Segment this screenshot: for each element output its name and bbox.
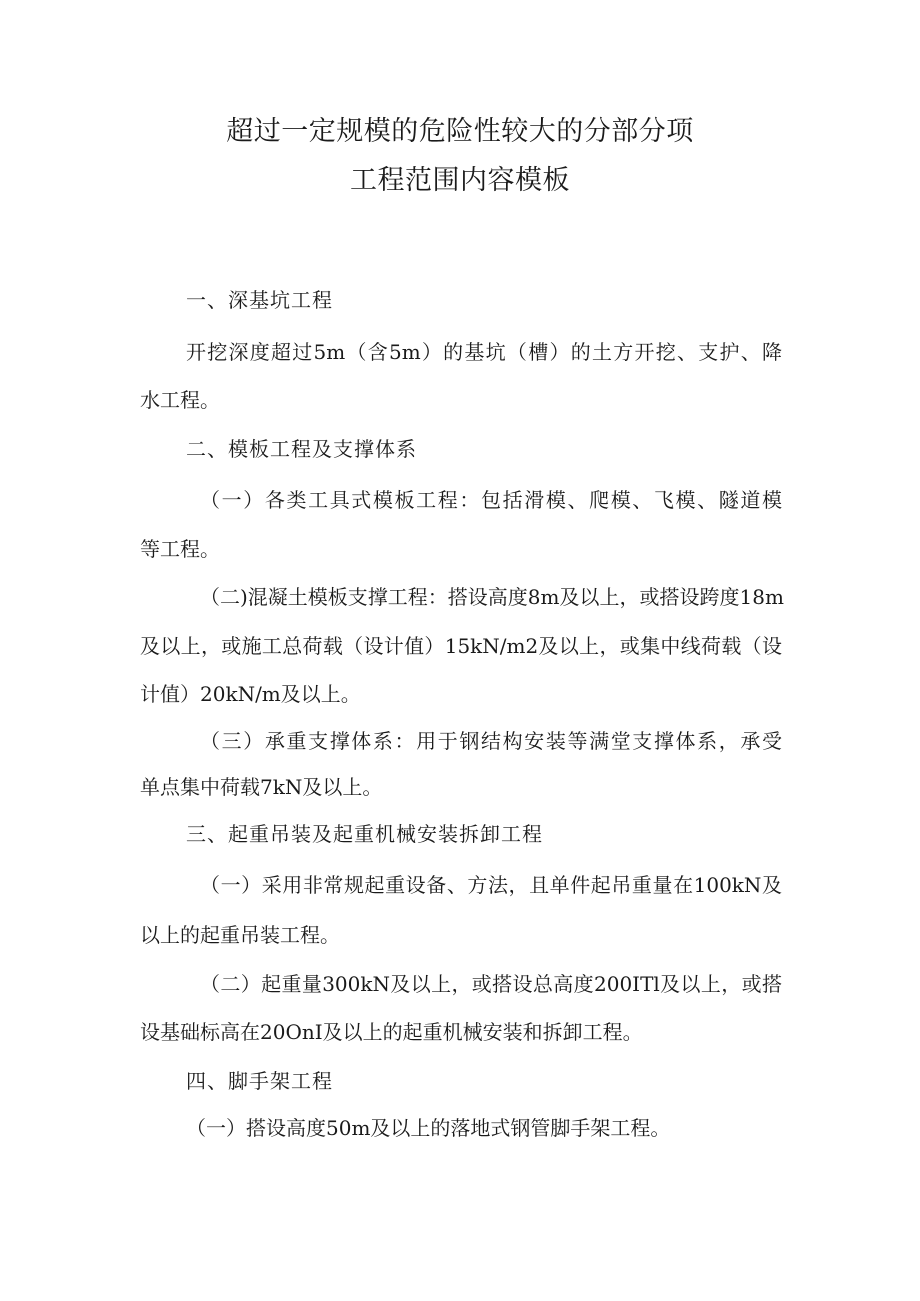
- section-heading-deep-excavation: 一、深基坑工程: [186, 288, 333, 312]
- paragraph-line: （二)混凝土模板支撑工程：搭设高度8m及以上，或搭设跨度18m: [200, 585, 784, 609]
- section-heading-formwork: 二、模板工程及支撑体系: [186, 437, 417, 461]
- paragraph-line: 单点集中荷载7kN及以上。: [140, 775, 383, 799]
- paragraph-line: （三）承重支撑体系：用于钢结构安装等满堂支撑体系，承受: [200, 729, 782, 753]
- paragraph-line: 设基础标高在20OnI及以上的起重机械安装和拆卸工程。: [140, 1020, 643, 1044]
- paragraph-line: 水工程。: [140, 388, 220, 412]
- paragraph-line: （二）起重量300kN及以上，或搭设总高度200ITl及以上，或搭: [200, 972, 782, 996]
- document-title-line-1: 超过一定规模的危险性较大的分部分项: [226, 116, 694, 147]
- paragraph-line: （一）各类工具式模板工程：包括滑模、爬模、飞模、隧道模: [200, 488, 782, 512]
- paragraph-line: （一）采用非常规起重设备、方法，且单件起吊重量在100kN及: [200, 873, 782, 897]
- section-heading-scaffolding: 四、脚手架工程: [186, 1069, 333, 1093]
- paragraph-line: 开挖深度超过5m（含5m）的基坑（槽）的土方开挖、支护、降: [186, 340, 782, 364]
- document-title-line-2: 工程范围内容模板: [350, 165, 570, 196]
- paragraph-line: 以上的起重吊装工程。: [140, 923, 340, 947]
- section-heading-lifting: 三、起重吊装及起重机械安装拆卸工程: [186, 822, 543, 846]
- paragraph-line: 计值）20kN/m及以上。: [140, 682, 361, 706]
- paragraph-line: 及以上，或施工总荷载（设计值）15kN/m2及以上，或集中线荷载（设: [140, 634, 782, 658]
- paragraph-line: 等工程。: [140, 537, 220, 561]
- paragraph-line: （一）搭设高度50m及以上的落地式钢管脚手架工程。: [186, 1116, 671, 1140]
